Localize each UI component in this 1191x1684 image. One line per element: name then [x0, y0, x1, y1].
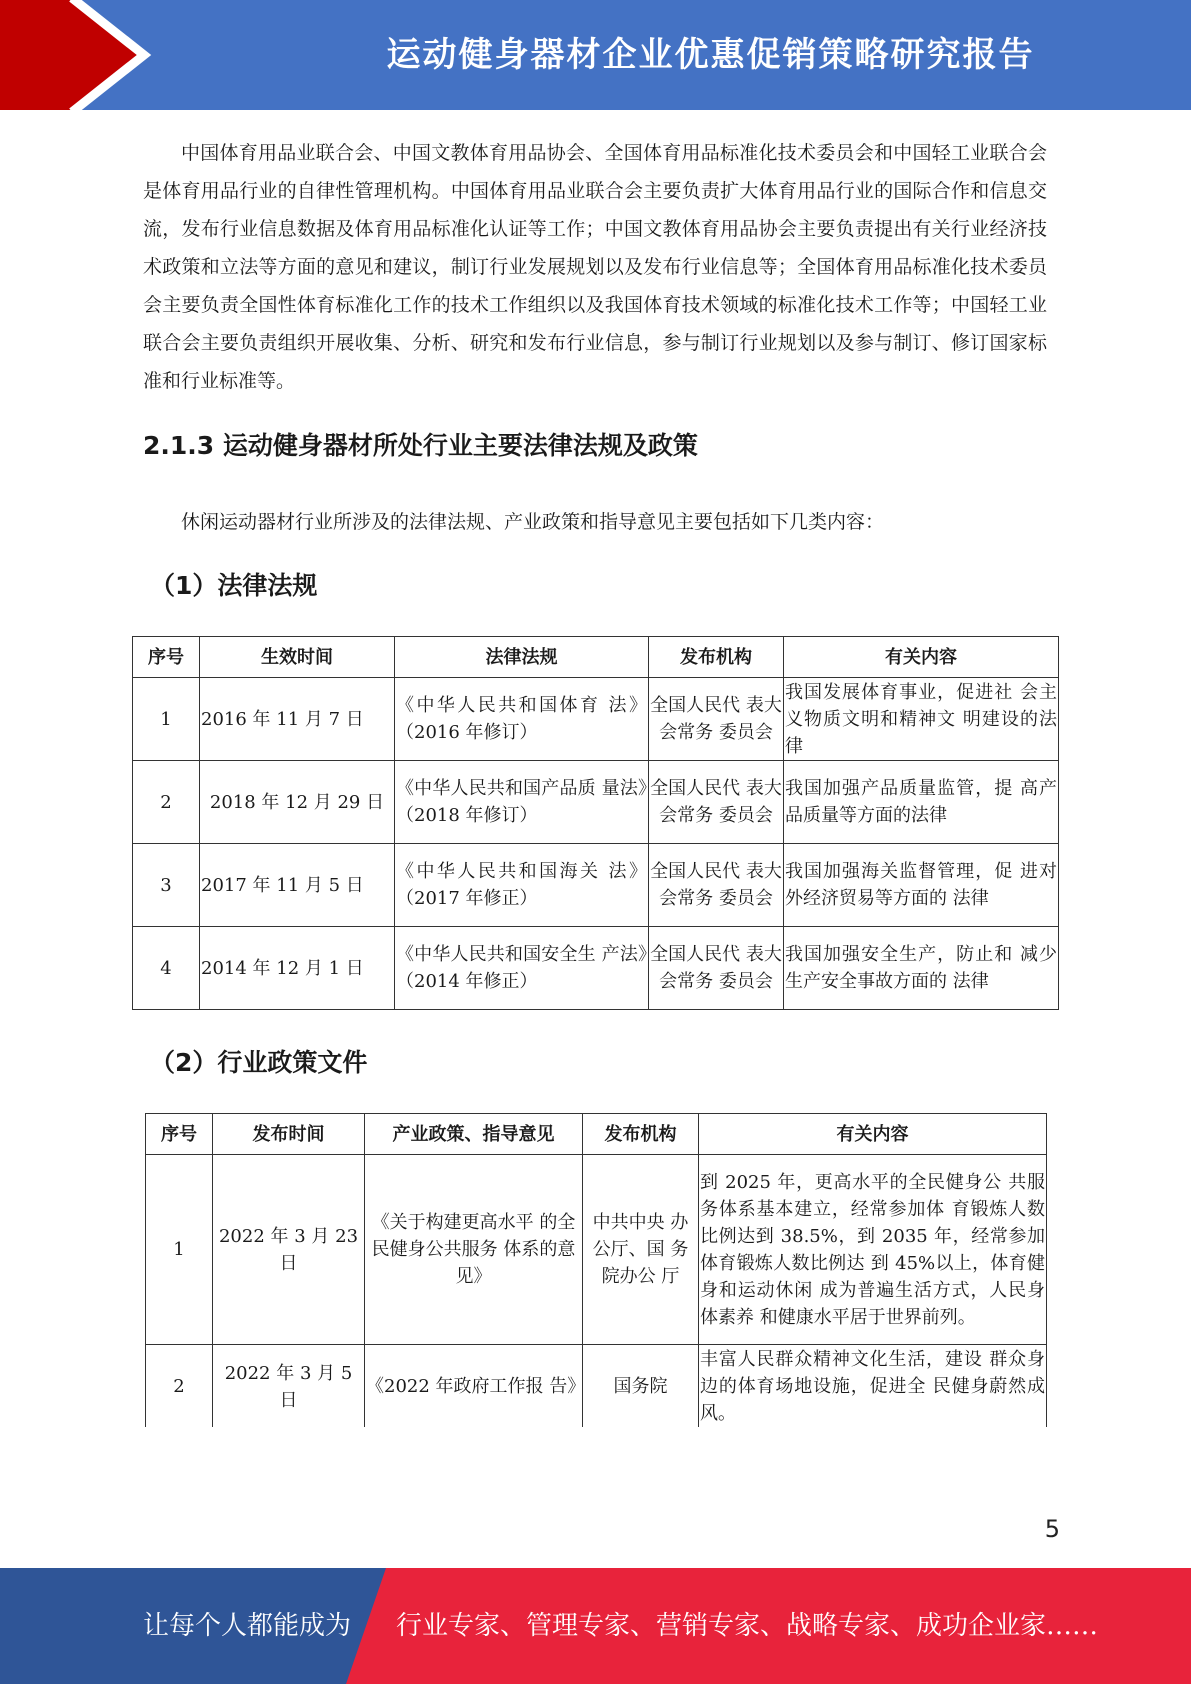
footer-slogan-left: 让每个人都能成为 [143, 1611, 352, 1641]
cell-issuer: 全国人民代 表大会常务 委员会 [649, 678, 784, 761]
column-header: 法律法规 [395, 637, 649, 678]
cell-content: 我国加强安全生产，防止和 减少生产安全事故方面的 法律 [784, 927, 1059, 1010]
report-title: 运动健身器材企业优惠促销策略研究报告 [386, 35, 1035, 75]
laws-heading: （1）法律法规 [150, 571, 318, 600]
page-number: 5 [1044, 1515, 1060, 1543]
intro-paragraph: 中国体育用品业联合会、中国文教体育用品协会、全国体育用品标准化技术委员会和中国轻工业联合会是体育用品行业的自律性管理机构。中国体育用品业联合会主要负责扩大体育用品行业的国际合作和信息交流，发布行业信息数据及体育用品标准化认证等工作；中国文教体育用品协会主要负责提出有关行业经济技术政策和立法等方面的意见和建议，制订行业发展规划以及发布行业信息等；全国体育用品标准化技术委员会主要负责全国性体育标准化工作的技术工作组织以及我国体育技术领域的标准化技术工作等；中国轻工业联合会主要负责组织开展收集、分析、研究和发布行业信息，参与制订行业规划以及参与制订、修订国家标准和行业标准等。 [143, 142, 1047, 392]
cell-law: 《中华人民共和国安全生 产法》（2014 年修正） [395, 927, 649, 1010]
column-header: 有关内容 [699, 1114, 1047, 1155]
laws-table-header-row [133, 637, 1059, 678]
column-header: 序号 [133, 637, 200, 678]
table-row [133, 761, 1059, 844]
cell-index: 1 [133, 678, 200, 761]
cell-policy: 《关于构建更高水平 的全民健身公共服务 体系的意见》 [365, 1155, 583, 1345]
column-header: 发布机构 [649, 637, 784, 678]
column-header: 序号 [146, 1114, 213, 1155]
cell-issuer: 全国人民代 表大会常务 委员会 [649, 927, 784, 1010]
cell-content: 我国加强海关监督管理，促 进对外经济贸易等方面的 法律 [784, 844, 1059, 927]
cell-date: 2017 年 11 月 5 日 [200, 844, 395, 927]
cell-content: 丰富人民群众精神文化生活，建设 群众身边的体育场地设施，促进全 民健身蔚然成风。 [699, 1345, 1047, 1428]
table-row [146, 1345, 1047, 1428]
page-header [0, 0, 1191, 110]
column-header: 发布机构 [583, 1114, 699, 1155]
cell-issuer: 全国人民代 表大会常务 委员会 [649, 844, 784, 927]
column-header: 生效时间 [200, 637, 395, 678]
section-lead-paragraph: 休闲运动器材行业所涉及的法律法规、产业政策和指导意见主要包括如下几类内容： [181, 511, 885, 533]
cell-index: 4 [133, 927, 200, 1010]
cell-index: 3 [133, 844, 200, 927]
column-header: 产业政策、指导意见 [365, 1114, 583, 1155]
cell-date: 2014 年 12 月 1 日 [200, 927, 395, 1010]
cell-law: 《中华人民共和国海关 法》（2017 年修正） [395, 844, 649, 927]
policies-heading: （2）行业政策文件 [150, 1048, 368, 1077]
cell-issuer: 国务院 [583, 1345, 699, 1428]
cell-law: 《中华人民共和国产品质 量法》（2018 年修订） [395, 761, 649, 844]
cell-date: 2016 年 11 月 7 日 [200, 678, 395, 761]
laws-table [132, 636, 1059, 1010]
cell-date: 2022 年 3 月 5 日 [213, 1345, 365, 1428]
cell-content: 到 2025 年，更高水平的全民健身公 共服务体系基本建立，经常参加体 育锻炼人数比例达到 38.5%，到 2035 年，经常参加体育锻炼人数比例达 到 45%以上，体育健身和运动休闲 成为普遍生活方式，人民身体素养 和健康水平居于世界前列。 [699, 1155, 1047, 1345]
cell-date: 2022 年 3 月 23 日 [213, 1155, 365, 1345]
policies-table-header-row [146, 1114, 1047, 1155]
page-footer [0, 1568, 1191, 1684]
policies-table [145, 1113, 1047, 1427]
cell-index: 2 [146, 1345, 213, 1428]
policies-table-clip [144, 1112, 1048, 1427]
column-header: 有关内容 [784, 637, 1059, 678]
cell-index: 2 [133, 761, 200, 844]
table-row [146, 1155, 1047, 1345]
section-heading: 2.1.3 运动健身器材所处行业主要法律法规及政策 [143, 431, 698, 460]
table-row [133, 844, 1059, 927]
cell-law: 《中华人民共和国体育 法》（2016 年修订） [395, 678, 649, 761]
cell-date: 2018 年 12 月 29 日 [200, 761, 395, 844]
column-header: 发布时间 [213, 1114, 365, 1155]
footer-slogan-right: 行业专家、管理专家、营销专家、战略专家、成功企业家…… [396, 1611, 1099, 1641]
cell-issuer: 中共中央 办公厅、国 务院办公 厅 [583, 1155, 699, 1345]
cell-policy: 《2022 年政府工作报 告》 [365, 1345, 583, 1428]
table-row [133, 927, 1059, 1010]
cell-issuer: 全国人民代 表大会常务 委员会 [649, 761, 784, 844]
cell-content: 我国加强产品质量监管，提 高产品质量等方面的法律 [784, 761, 1059, 844]
cell-index: 1 [146, 1155, 213, 1345]
cell-content: 我国发展体育事业，促进社 会主义物质文明和精神文 明建设的法律 [784, 678, 1059, 761]
table-row [133, 678, 1059, 761]
